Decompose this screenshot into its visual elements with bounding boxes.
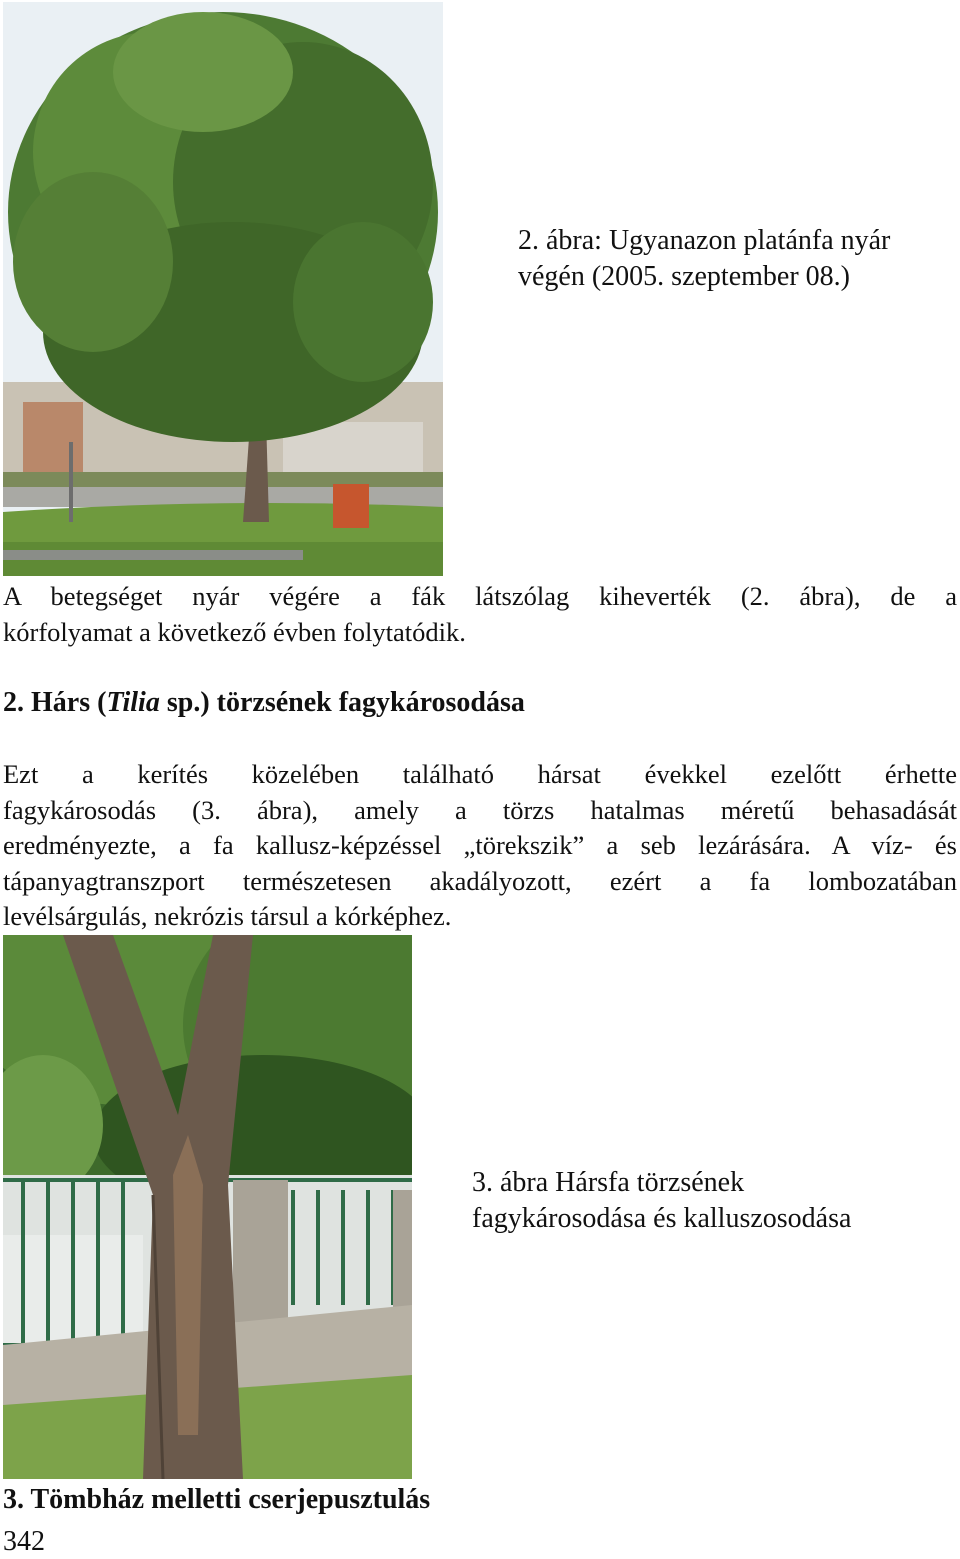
paragraph-1 xyxy=(3,579,957,650)
figure-2-photo xyxy=(3,2,443,576)
figure-2-caption-line-1: 2. ábra: Ugyanazon platánfa nyár xyxy=(518,225,891,256)
paragraph-2-line-5: levélsárgulás, nekrózis társul a kórképhez. xyxy=(3,901,452,931)
figure-3-caption-line-2: fagykárosodása és kalluszosodása xyxy=(472,1203,852,1234)
figure-3-caption xyxy=(472,1165,942,1237)
paragraph-2-line-1: Ezt a kerítés közelében található hársat évekkel ezelőtt érhette xyxy=(3,759,957,789)
section-2-prefix: 2. Hárs ( xyxy=(3,687,107,718)
figure-3-photo xyxy=(3,935,412,1479)
paragraph-2-line-4: tápanyagtranszport természetesen akadályozott, ezért a fa lombozatában xyxy=(3,865,957,896)
plane-tree-image xyxy=(3,2,443,576)
section-2-suffix: sp.) törzsének fagykárosodása xyxy=(159,687,525,718)
paragraph-2-line-2: fagykárosodás (3. ábra), amely a törzs hatalmas méretű behasadását xyxy=(3,794,957,825)
paragraph-2 xyxy=(3,757,957,935)
section-2-italic: Tilia xyxy=(106,687,160,718)
figure-2-caption xyxy=(518,223,948,295)
section-3-heading: 3. Tömbház melletti cserjepusztulás xyxy=(3,1484,431,1515)
page-number: 342 xyxy=(3,1526,45,1557)
section-2-heading xyxy=(3,686,525,720)
paragraph-1-line-2: kórfolyamat a következő évben folytatódik. xyxy=(3,616,466,647)
linden-trunk-image xyxy=(3,935,412,1479)
paragraph-1-line-1: A betegséget nyár végére a fák látszólag kiheverték (2. ábra), de a xyxy=(3,581,957,611)
figure-3-caption-line-1: 3. ábra Hársfa törzsének xyxy=(472,1167,745,1198)
paragraph-2-line-3: eredményezte, a fa kallusz-képzéssel „törekszik” a seb lezárására. A víz- és xyxy=(3,830,957,860)
figure-2-caption-line-2: végén (2005. szeptember 08.) xyxy=(518,261,850,292)
